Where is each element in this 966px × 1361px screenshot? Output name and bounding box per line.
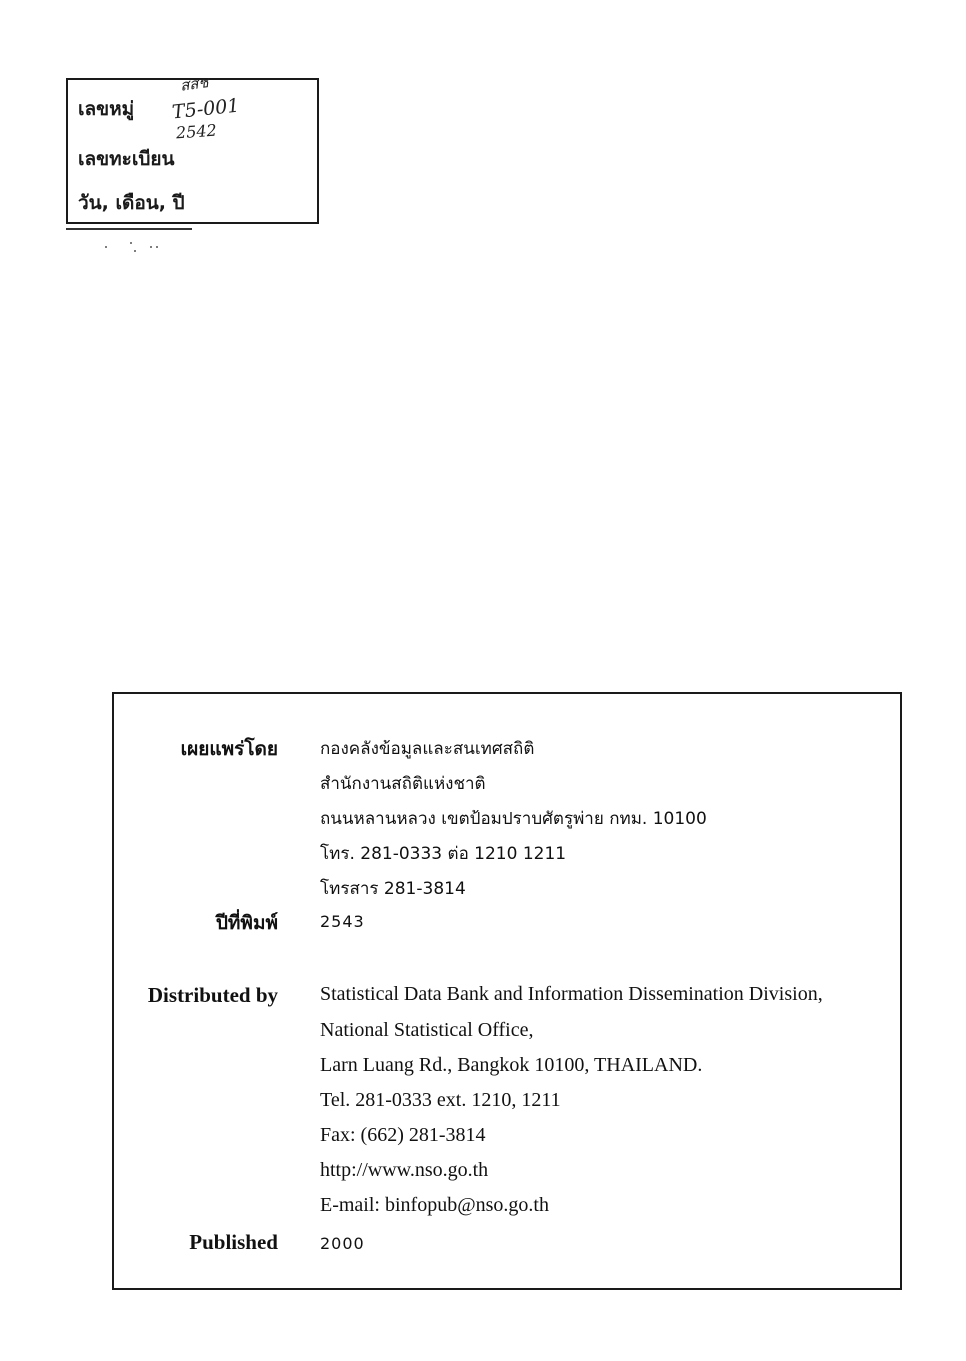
address-line: Larn Luang Rd., Bangkok 10100, THAILAND. xyxy=(320,1054,703,1076)
fax-line: Fax: (662) 281-3814 xyxy=(320,1124,486,1146)
published-value: 2000 xyxy=(320,1234,365,1253)
published-label: Published xyxy=(189,1230,278,1254)
dust-speck xyxy=(134,250,136,252)
date-label: วัน, เดือน, ปี xyxy=(78,192,185,214)
register-number-label: เลขทะเบียน xyxy=(78,148,175,170)
tel-line: Tel. 281-0333 ext. 1210, 1211 xyxy=(320,1089,561,1111)
library-stamp xyxy=(66,73,319,224)
thai-address-line: กองคลังข้อมูลและสนเทศสถิติ xyxy=(320,739,535,759)
handwritten-year: 2542 xyxy=(175,120,218,143)
dust-speck xyxy=(130,242,132,244)
website-link[interactable]: http://www.nso.go.th xyxy=(320,1159,489,1181)
office-line: National Statistical Office, xyxy=(320,1019,534,1041)
thai-distributed-by-label: เผยแพร่โดย xyxy=(180,738,278,760)
thai-year-value: 2543 xyxy=(320,912,365,931)
dust-speck xyxy=(156,246,158,248)
email-link[interactable]: E-mail: binfopub@nso.go.th xyxy=(320,1194,549,1216)
stamp-underline xyxy=(66,228,192,230)
dust-speck xyxy=(105,246,107,248)
colophon-box xyxy=(112,692,902,1290)
handwritten-agency: สสช xyxy=(178,73,210,95)
handwritten-call-number: T5-001 xyxy=(171,94,241,124)
thai-year-label: ปีที่พิมพ์ xyxy=(215,912,278,934)
distributed-by-label: Distributed by xyxy=(147,983,278,1007)
call-number-label: เลขหมู่ xyxy=(78,98,135,120)
division-line: Statistical Data Bank and Information Dissemination Division, xyxy=(320,983,823,1005)
thai-fax-line: โทรสาร 281-3814 xyxy=(320,879,466,899)
thai-address-line: ถนนหลานหลวง เขตป้อมปราบศัตรูพ่าย กทม. 10100 xyxy=(320,809,707,829)
thai-phone-line: โทร. 281-0333 ต่อ 1210 1211 xyxy=(320,844,567,864)
dust-speck xyxy=(150,246,152,248)
thai-address-line: สำนักงานสถิติแห่งชาติ xyxy=(320,774,486,794)
